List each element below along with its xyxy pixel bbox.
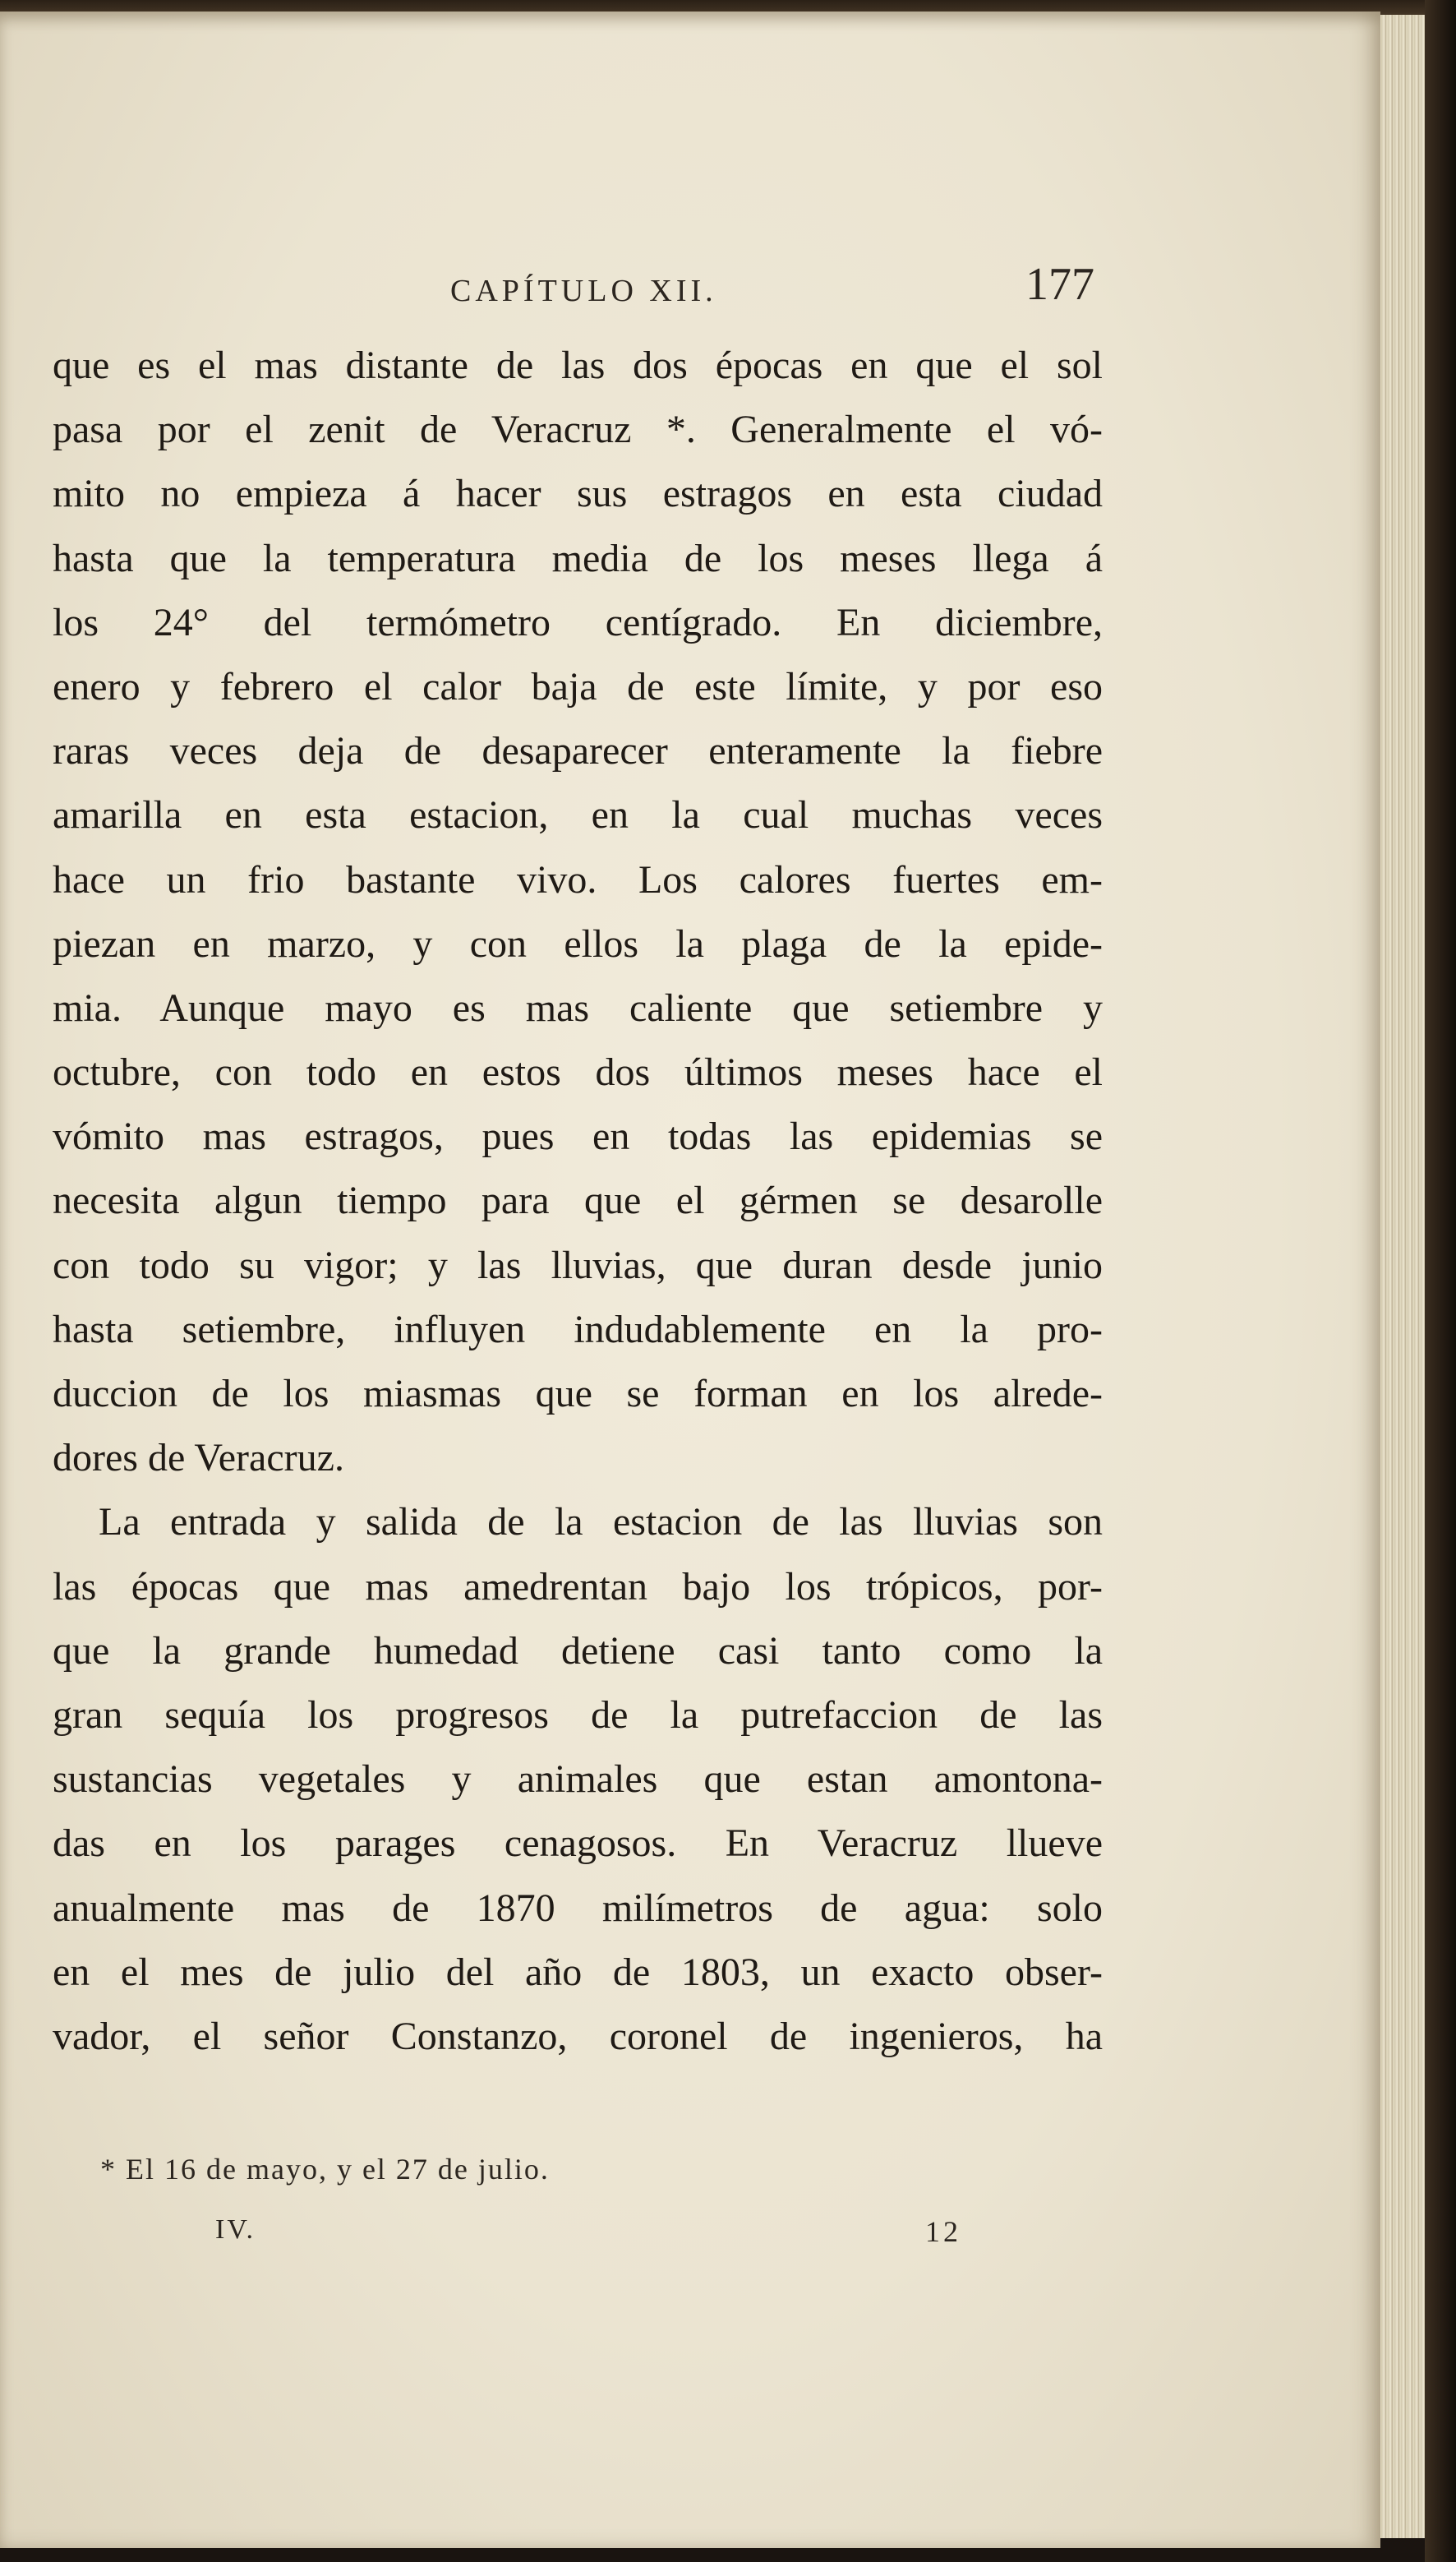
text-line: dores de Veracruz.	[53, 1436, 344, 1480]
signature-mark-volume: IV.	[215, 2214, 256, 2245]
text-line: gran sequía los progresos de la putrefaccion de las	[53, 1692, 1103, 1737]
text-line: hasta que la temperatura media de los meses llega á	[53, 536, 1103, 580]
text-line: vómito mas estragos, pues en todas las epidemias se	[53, 1115, 1103, 1159]
text-line: mito no empieza á hacer sus estragos en esta ciudad	[53, 472, 1103, 516]
text-line: sustancias vegetales y animales que estan amontona-	[53, 1757, 1103, 1802]
text-line: enero y febrero el calor baja de este límite, y por eso	[53, 664, 1103, 709]
signature-mark-gathering: 12	[925, 2215, 961, 2248]
text-line: que la grande humedad detiene casi tanto como la	[53, 1628, 1103, 1673]
text-line: hace un frio bastante vivo. Los calores fuertes em-	[53, 857, 1103, 902]
running-head: CAPÍTULO XII.	[450, 274, 717, 308]
text-line: mia. Aunque mayo es mas caliente que setiembre y	[53, 986, 1103, 1030]
body-text	[53, 334, 1103, 2069]
footnote: * El 16 de mayo, y el 27 de julio.	[100, 2153, 550, 2186]
text-line: raras veces deja de desaparecer enteramente la fiebre	[53, 729, 1103, 773]
text-line: duccion de los miasmas que se forman en los alrede-	[53, 1372, 1103, 1415]
text-line: piezan en marzo, y con ellos la plaga de la epide-	[53, 921, 1103, 966]
text-line: en el mes de julio del año de 1803, un exacto obser-	[53, 1950, 1103, 1994]
text-line: hasta setiembre, influyen indudablemente en la pro-	[53, 1307, 1103, 1351]
text-line: los 24° del termómetro centígrado. En diciembre,	[53, 600, 1103, 644]
book-page	[0, 12, 1380, 2548]
text-line: pasa por el zenit de Veracruz *. Generalmente el vó-	[53, 408, 1103, 452]
text-line: anualmente mas de 1870 milímetros de agua: solo	[53, 1886, 1103, 1930]
book-spine-shadow	[1425, 0, 1456, 2562]
text-line: das en los parages cenagosos. En Veracruz llueve	[53, 1821, 1103, 1866]
text-line: que es el mas distante de las dos épocas en que el sol	[53, 344, 1103, 387]
text-line: necesita algun tiempo para que el gérmen se desarolle	[53, 1179, 1103, 1223]
text-line: las épocas que mas amedrentan bajo los trópicos, por-	[53, 1564, 1103, 1609]
text-line: La entrada y salida de la estacion de las lluvias son	[99, 1500, 1103, 1544]
text-line: vador, el señor Constanzo, coronel de ingenieros, ha	[53, 2014, 1103, 2058]
text-line: amarilla en esta estacion, en la cual muchas veces	[53, 793, 1103, 838]
page-edges	[1374, 15, 1426, 2538]
text-line: con todo su vigor; y las lluvias, que duran desde junio	[53, 1243, 1103, 1287]
text-line: octubre, con todo en estos dos últimos meses hace el	[53, 1050, 1103, 1095]
page-number: 177	[1025, 259, 1094, 310]
